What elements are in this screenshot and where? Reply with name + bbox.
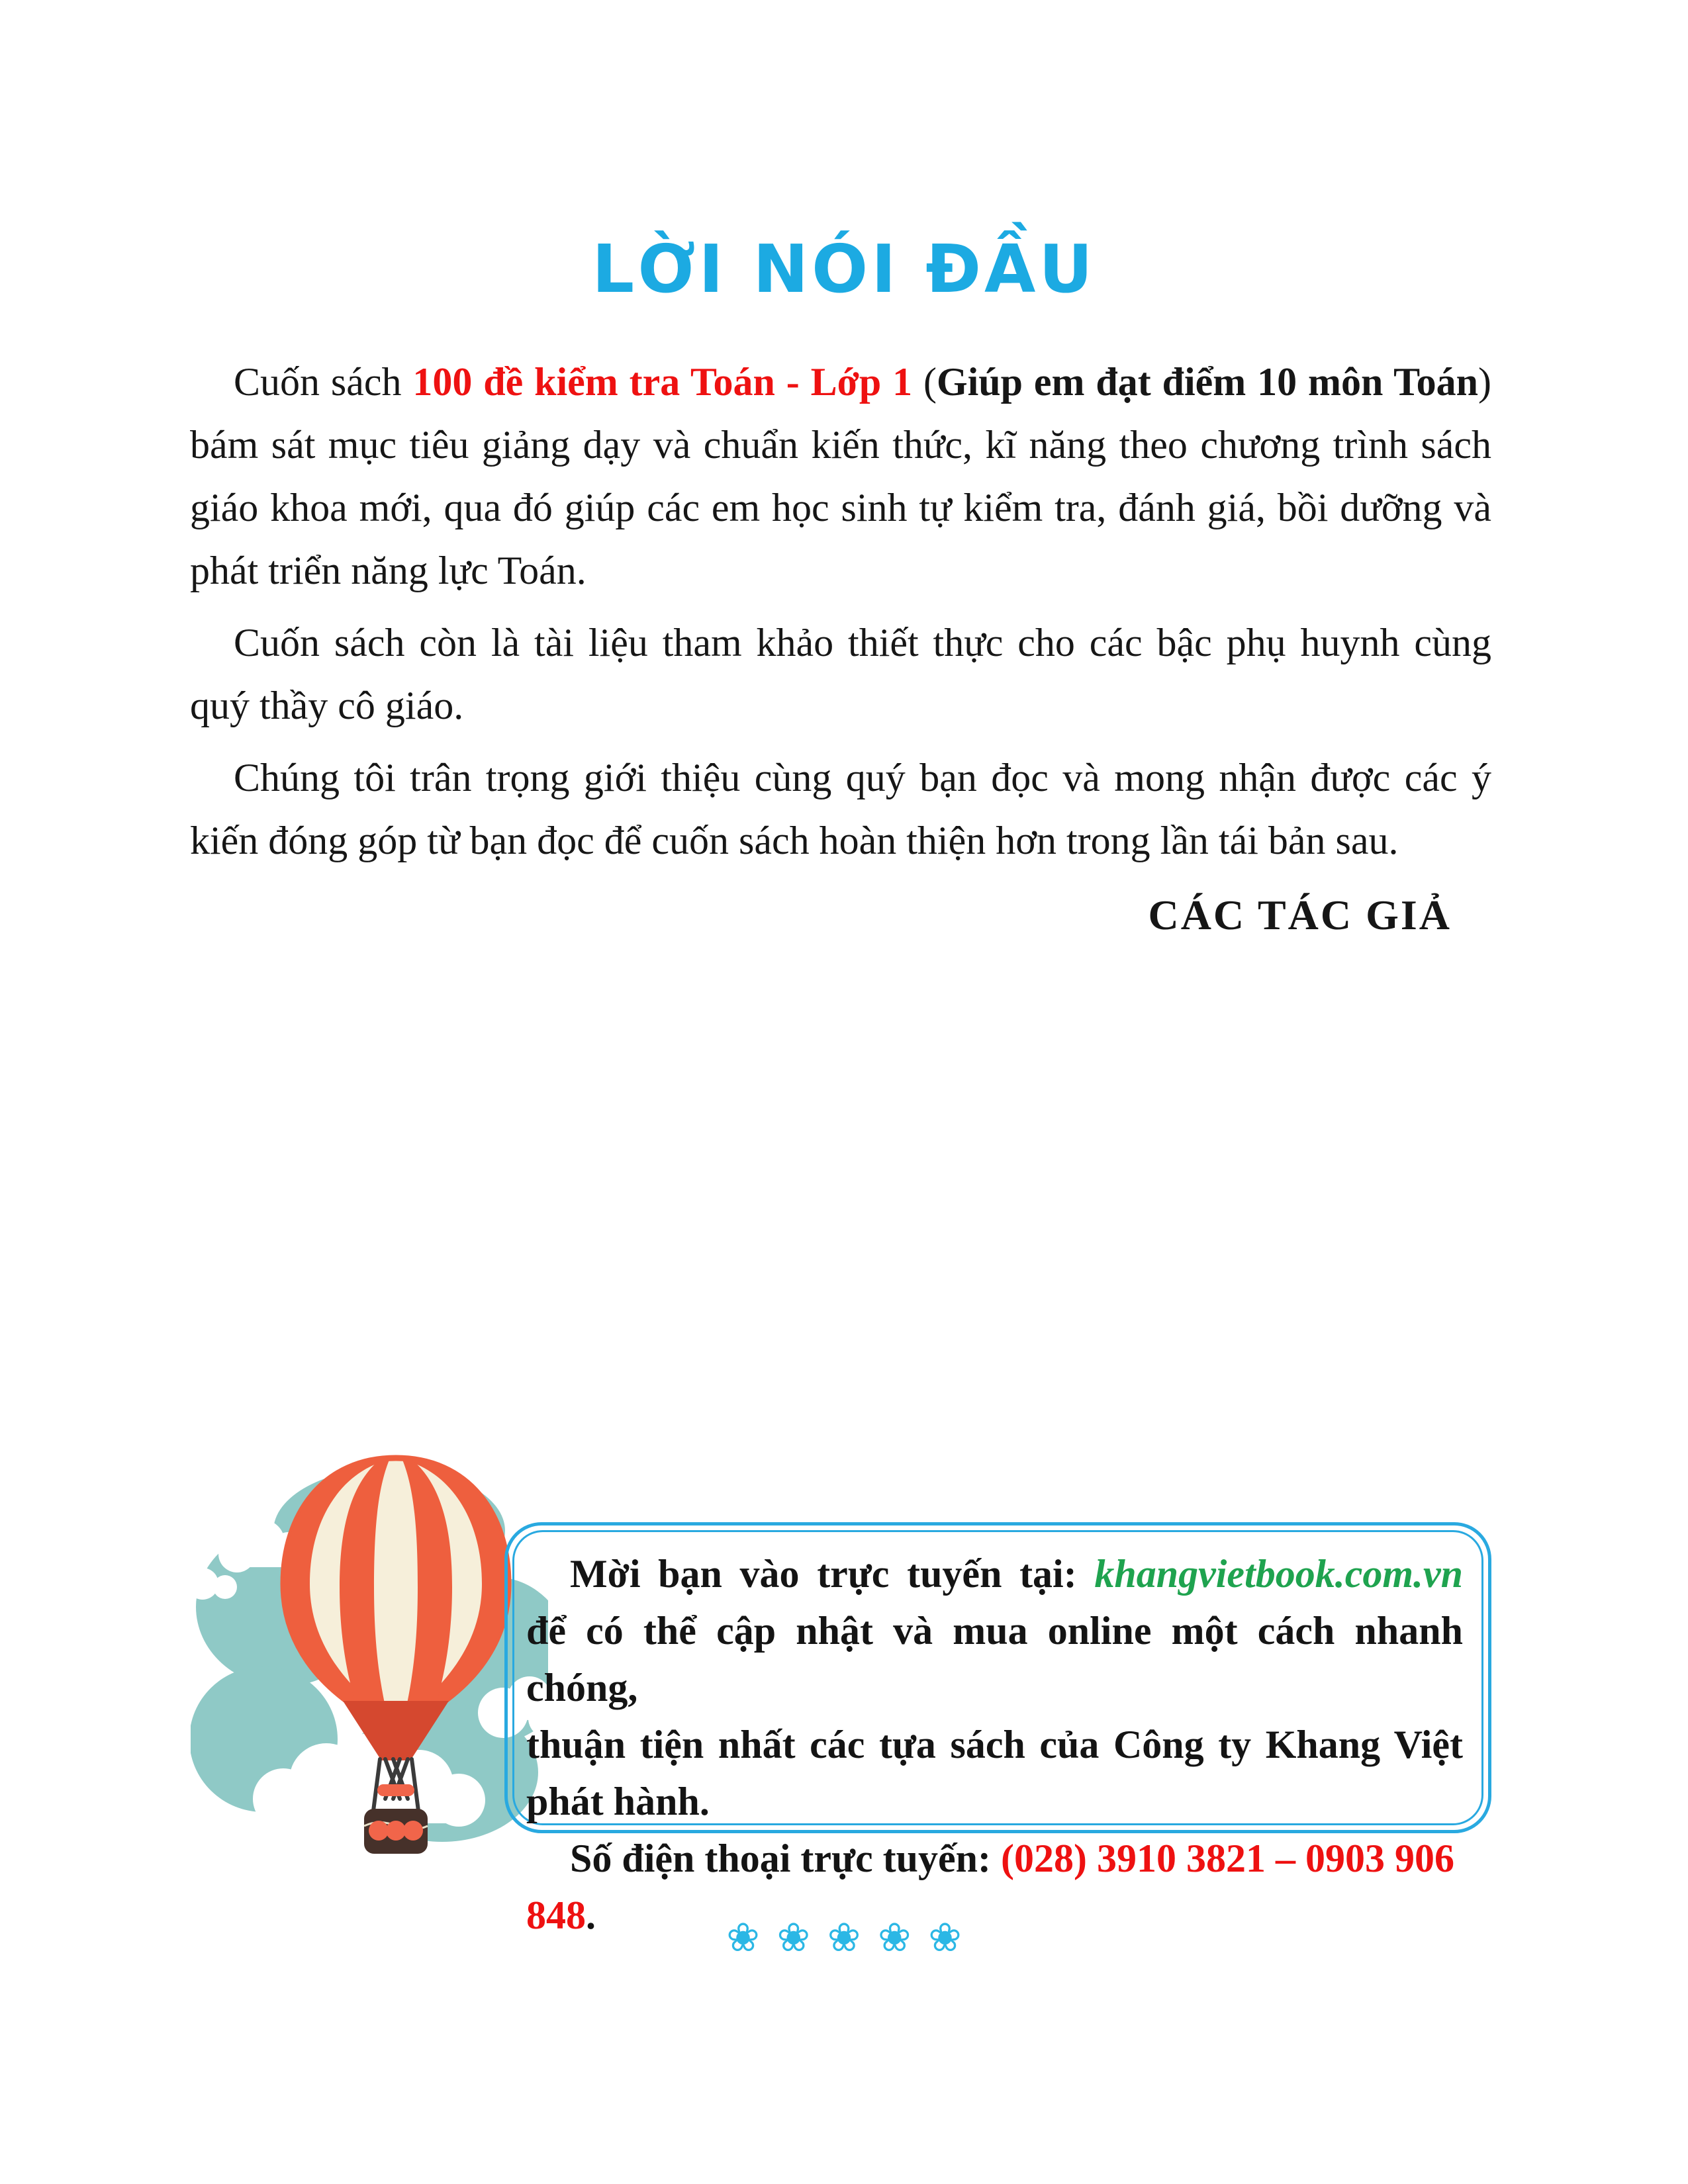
phone-end: .	[586, 1893, 596, 1937]
p1-paren: (	[912, 360, 937, 404]
page-title: LỜI NÓI ĐẦU	[592, 230, 1096, 308]
promo-line-invite	[526, 1545, 1463, 1602]
promo-content	[508, 1525, 1488, 1944]
phone-numbers: (028) 3910 3821 – 0903 906 848	[526, 1837, 1454, 1937]
hot-air-balloon-illustration	[191, 1428, 548, 1865]
book-subtitle-bold: Giúp em đạt điểm 10 môn Toán	[936, 360, 1479, 404]
p1-lead: Cuốn sách	[234, 360, 413, 404]
invite-label: Mời bạn vào trực tuyến tại:	[570, 1552, 1095, 1596]
p1-rest: ) bám sát mục tiêu giảng dạy và chuẩn kiến thức, kĩ năng theo chương trình sách giáo khoa mới, qua đó giúp các em học sinh tự kiểm tra, đánh giá, bồi dưỡng và phát triển năng lực Toán.	[190, 360, 1491, 592]
author-signature: CÁC TÁC GIẢ	[1148, 891, 1452, 938]
book-title-red: 100 đề kiểm tra Toán - Lớp 1	[412, 360, 913, 404]
paragraph-intro	[190, 351, 1491, 602]
promo-line-4: phát hành.	[526, 1780, 710, 1823]
online-store-promo-box	[504, 1522, 1491, 1937]
paragraph-reference: Cuốn sách còn là tài liệu tham khảo thiết thực cho các bậc phụ huynh cùng quý thầy cô giáo.	[190, 621, 1491, 727]
website-url: khangvietbook.com.vn	[1094, 1552, 1463, 1596]
flower-divider-icons: ❀❀❀❀❀	[726, 1915, 979, 1961]
paragraph-closing: Chúng tôi trân trọng giới thiệu cùng quý bạn đọc và mong nhận được các ý kiến đóng góp từ bạn đọc để cuốn sách hoàn thiện hơn trong lần tái bản sau.	[190, 756, 1491, 862]
phone-label: Số điện thoại trực tuyến:	[570, 1837, 1002, 1880]
preface-body	[190, 351, 1491, 872]
promo-line-3: thuận tiện nhất các tựa sách của Công ty Khang Việt	[526, 1723, 1463, 1766]
promo-line-2: để có thể cập nhật và mua online một cách nhanh chóng,	[526, 1609, 1463, 1709]
